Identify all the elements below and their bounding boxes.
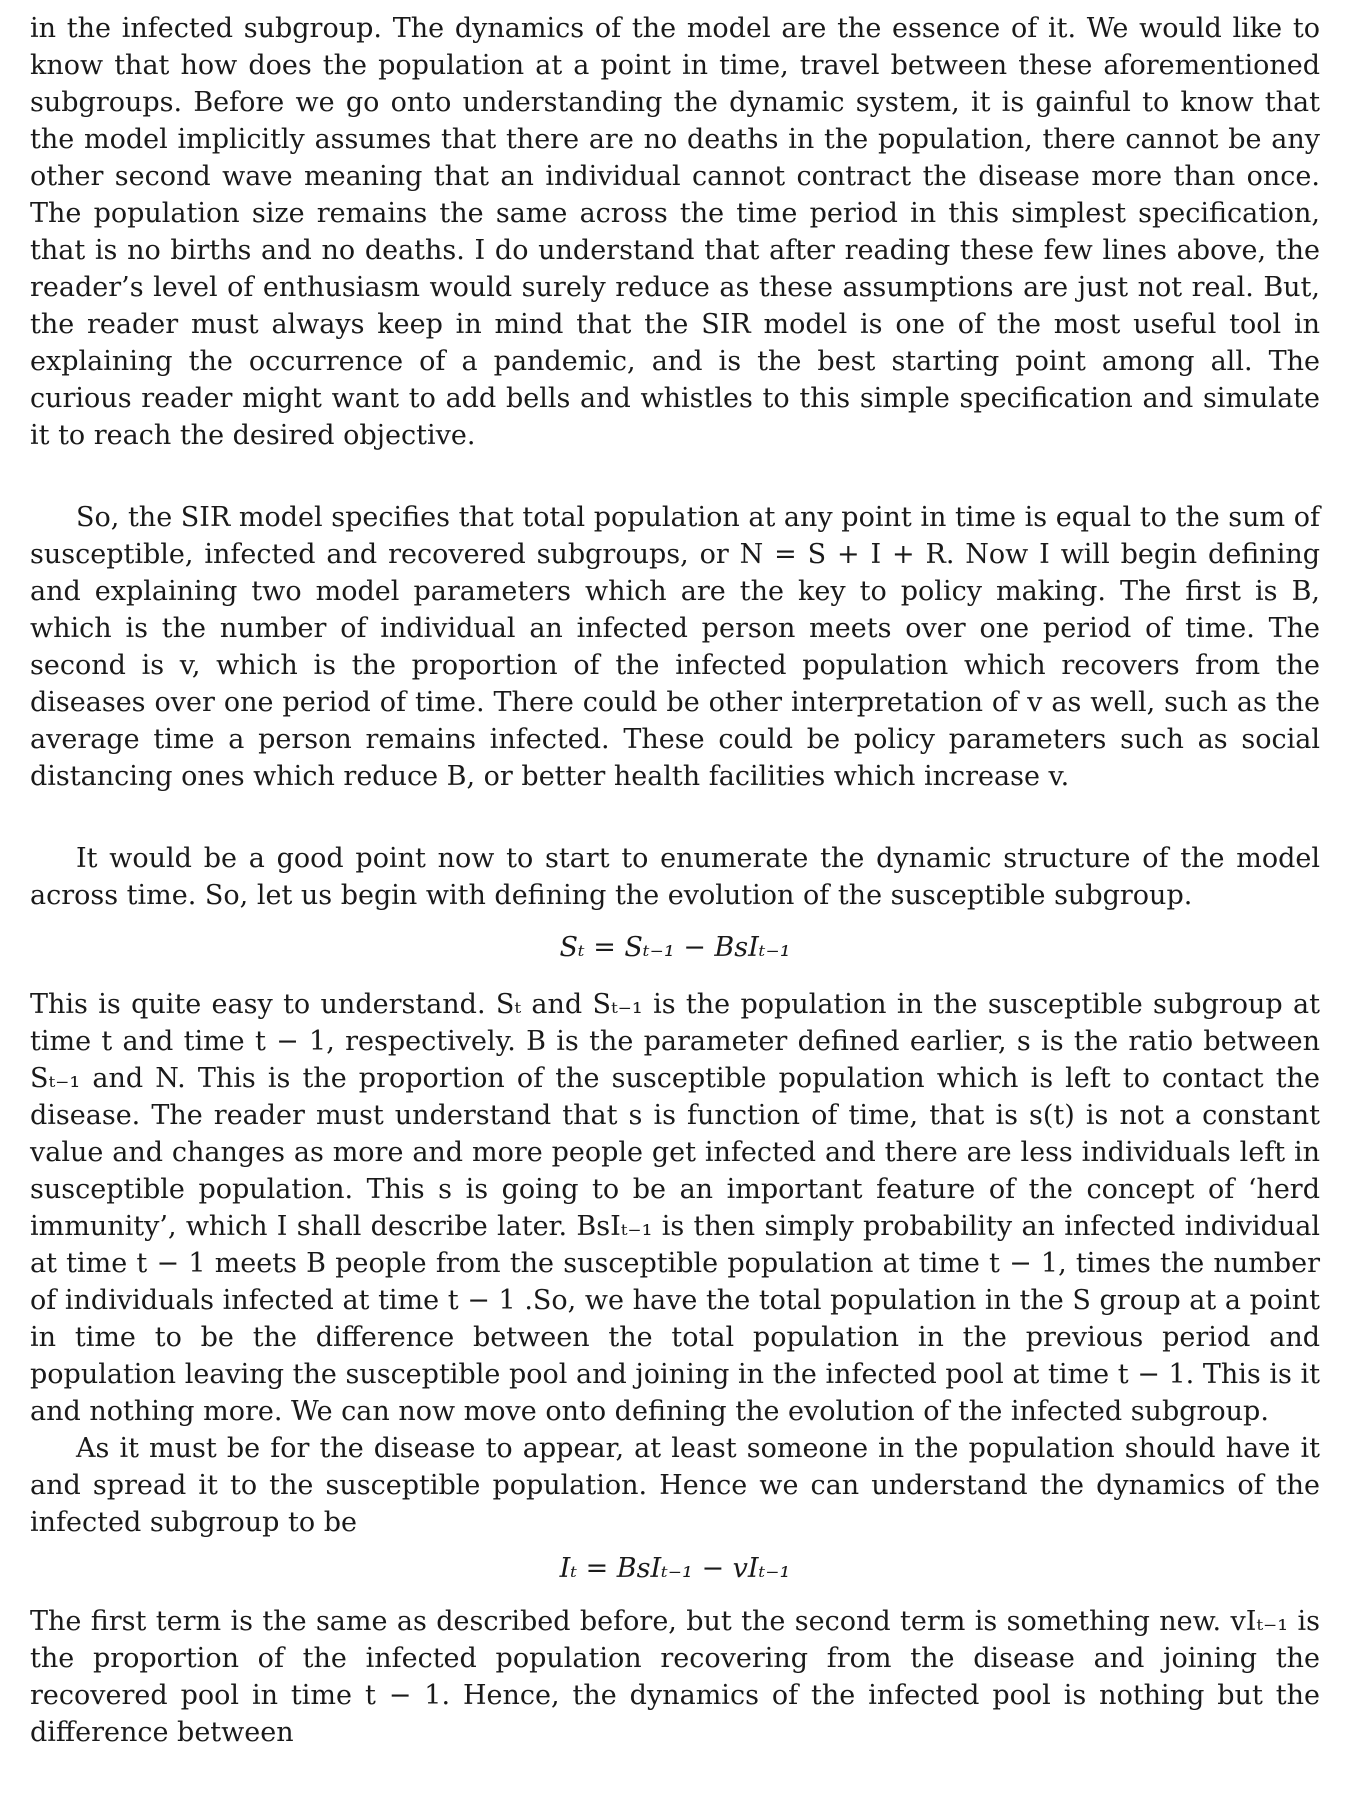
paragraph-dynamic-structure: It would be a good point now to start to enumerate the dynamic structure of the model across time. So, let us begin with defining the evolution of the susceptible subgroup. xyxy=(30,843,1320,911)
equation-infected: Iₜ = BsIₜ₋₁ − vIₜ₋₁ xyxy=(559,1553,791,1584)
paragraph-infected-intro: As it must be for the disease to appear, at least someone in the population should have it and spread it to the susceptible population. Hence we can understand the dynamics of the infected subgroup to be xyxy=(30,1433,1320,1538)
paragraph-infected-explanation: The first term is the same as described before, but the second term is something new. vIₜ₋₁ is the proportion of the infected population recovering from the disease and joining the recovered pool in time t − 1. Hence, the dynamics of the infected pool is nothing but the difference between xyxy=(30,1606,1320,1748)
paragraph-model-assumptions: in the infected subgroup. The dynamics of the model are the essence of it. We would like to know that how does the population at a point in time, travel between these aforementioned subgroups. Before we go onto understanding the dynamic system, it is gainful to know that the model implicitly assumes that there are no deaths in the population, there cannot be any other second wave meaning that an individual cannot contract the disease more than once. The population size remains the same across the time period in this simplest specification, that is no births and no deaths. I do understand that after reading these few lines above, the reader’s level of enthusiasm would surely reduce as these assumptions are just not real. But, the reader must always keep in mind that the SIR model is one of the most useful tool in explaining the occurrence of a pandemic, and is the best starting point among all. The curious reader might want to add bells and whistles to this simple specification and simulate it to reach the desired objective. xyxy=(30,13,1320,451)
document-page xyxy=(30,10,1320,1751)
paragraph-susceptible-explanation: This is quite easy to understand. Sₜ and Sₜ₋₁ is the population in the susceptible subgroup at time t and time t − 1, respectively. B is the parameter defined earlier, s is the ratio between Sₜ₋₁ and N. This is the proportion of the susceptible population which is left to contact the disease. The reader must understand that s is function of time, that is s(t) is not a constant value and changes as more and more people get infected and there are less individuals left in susceptible population. This s is going to be an important feature of the concept of ‘herd immunity’, which I shall describe later. BsIₜ₋₁ is then simply probability an infected individual at time t − 1 meets B people from the susceptible population at time t − 1, times the number of individuals infected at time t − 1 .So, we have the total population in the S group at a point in time to be the difference between the total population in the previous period and population leaving the susceptible pool and joining in the infected pool at time t − 1. This is it and nothing more. We can now move onto defining the evolution of the infected subgroup. xyxy=(30,989,1320,1427)
paragraph-model-parameters: So, the SIR model specifies that total population at any point in time is equal to the sum of susceptible, infected and recovered subgroups, or N = S + I + R. Now I will begin defining and explaining two model parameters which are the key to policy making. The first is B, which is the number of individual an infected person meets over one period of time. The second is v, which is the proportion of the infected population which recovers from the diseases over one period of time. There could be other interpretation of v as well, such as the average time a person remains infected. These could be policy parameters such as social distancing ones which reduce B, or better health facilities which increase v. xyxy=(30,502,1320,792)
equation-susceptible: Sₜ = Sₜ₋₁ − BsIₜ₋₁ xyxy=(559,932,791,963)
